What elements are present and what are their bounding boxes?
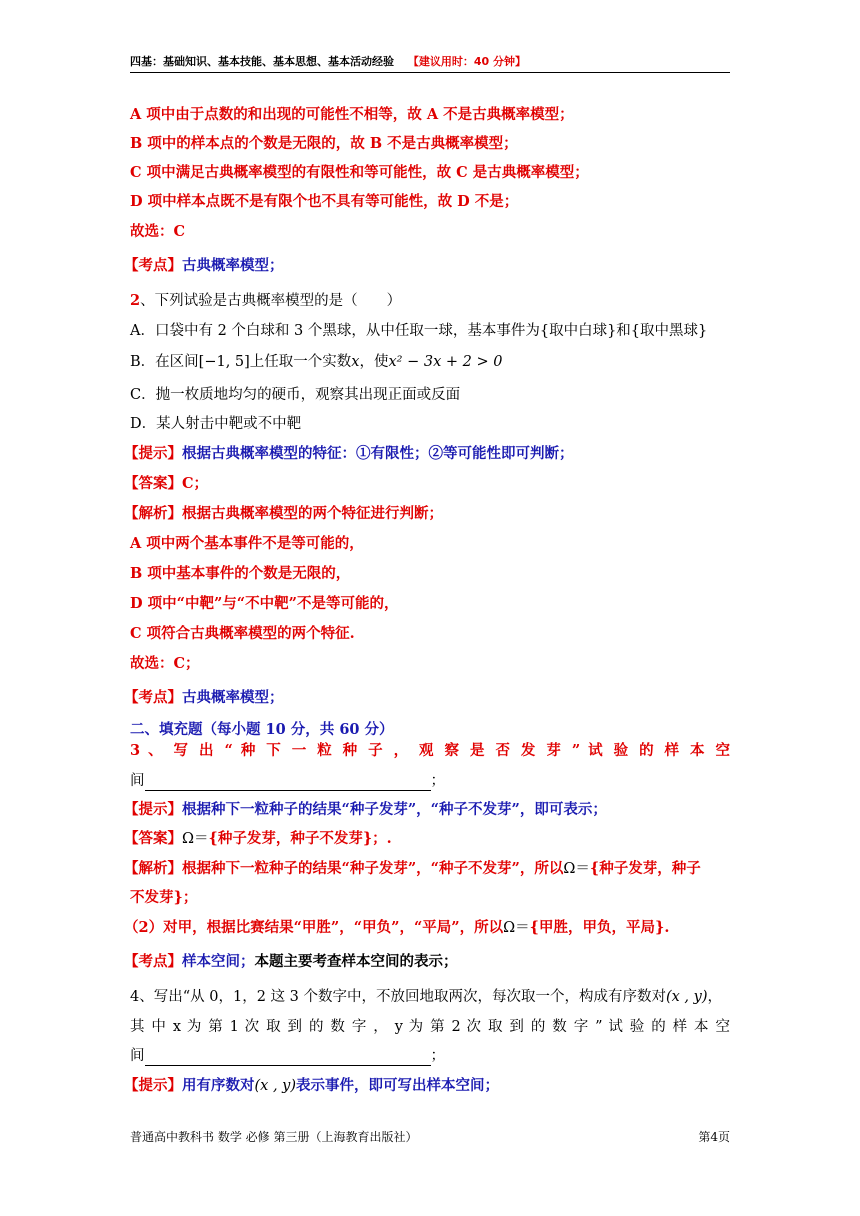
q1-kaodian — [124, 256, 284, 276]
q3-line-1-text: 3 、 写 出 “ 种 下 一 粒 种 子 ， 观 察 是 否 发 芽 ” 试 验 的 样 本 空 — [130, 742, 730, 759]
q1-kaodian-text: 古典概率模型； — [182, 257, 284, 274]
q4-hint-post: 表示事件，即可写出样本空间； — [296, 1077, 500, 1094]
q3-answer — [124, 829, 392, 849]
q4-line-1-end: ， — [707, 989, 722, 1005]
q3-analysis-text: 根据种下一粒种子的结果“种子发芽”，“种子不发芽”，所以 — [182, 860, 564, 877]
q3-part-2-text: （2）对甲，根据比赛结果“甲胜”，“甲负”，“平局”，所以 — [124, 919, 504, 936]
q2-option-c: C．抛一枚质地均匀的硬币，观察其出现正面或反面 — [130, 387, 461, 403]
q2-number: 2 — [130, 292, 141, 309]
q4-line-1 — [130, 987, 722, 1007]
q2-analysis — [124, 504, 443, 524]
q2-analysis-line-1: A 项中两个基本事件不是等可能的， — [130, 535, 364, 552]
q2-option-b-comma: ，使 — [359, 354, 389, 370]
q4-line-3-post: ； — [430, 1048, 445, 1064]
q4-line-3 — [130, 1046, 445, 1066]
q1-line-d: D 项中样本点既不是有限个也不具有等可能性，故 D 不是； — [130, 193, 519, 210]
q2-option-b — [130, 352, 502, 372]
q4-hint — [124, 1076, 499, 1096]
q3-kaodian — [124, 952, 458, 972]
q3-hint-tag: 【提示】 — [124, 801, 182, 818]
page-footer — [130, 1128, 730, 1145]
q2-answer — [124, 474, 208, 494]
q2-kaodian-text: 古典概率模型； — [182, 689, 284, 706]
q2-hint-text: 根据古典概率模型的特征：①有限性；②等可能性即可判断； — [182, 445, 574, 462]
header-rule — [130, 72, 730, 73]
q2-option-b-mid: 上任取一个实数 — [249, 354, 352, 370]
q2-kaodian — [124, 688, 284, 708]
q2-option-a: A．口袋中有 2 个白球和 3 个黑球，从中任取一球，基本事件为{取中白球}和{取中黑球} — [130, 323, 708, 339]
page-number: 第4页 — [698, 1130, 730, 1144]
q3-analysis-tail: {种子发芽，种子 — [589, 860, 701, 877]
q1-choose: 故选：C — [130, 223, 186, 240]
q2-analysis-line-2: B 项中基本事件的个数是无限的， — [130, 565, 351, 582]
q2-hint — [124, 444, 574, 464]
q3-kaodian-tag: 【考点】 — [124, 953, 182, 970]
q4-line-1-text: 4、写出“从 0，1，2 这 3 个数字中，不放回地取两次，每次取一个，构成有序数对 — [130, 989, 666, 1005]
q2-option-b-inequality: x² − 3x + 2 > 0 — [388, 354, 503, 370]
q3-analysis — [124, 859, 701, 879]
q3-hint — [124, 800, 607, 820]
q2-option-d: D．某人射击中靶或不中靶 — [130, 416, 302, 432]
q3-hint-text: 根据种下一粒种子的结果“种子发芽”，“种子不发芽”，即可表示； — [182, 801, 607, 818]
q3-line-2-pre: 间 — [130, 773, 145, 789]
q2-answer-tag: 【答案】 — [124, 475, 182, 492]
q4-line-2-text: 其 中 x 为 第 1 次 取 到 的 数 字 ， y 为 第 2 次 取 到 的 数 字 ” 试 验 的 样 本 空 — [130, 1019, 730, 1035]
q4-hint-pair: (x , y) — [254, 1078, 297, 1094]
q2-choose: 故选：C； — [130, 655, 200, 672]
q2-analysis-tag: 【解析】 — [124, 505, 182, 522]
section-title: 二、填充题（每小题 10 分，共 60 分） — [130, 721, 394, 738]
q2-analysis-text: 根据古典概率模型的两个特征进行判断； — [182, 505, 443, 522]
q2-stem-text: 、下列试验是古典概率模型的是（ ） — [140, 293, 402, 309]
q2-analysis-line-4: C 项符合古典概率模型的两个特征. — [130, 625, 355, 642]
q1-kaodian-tag: 【考点】 — [124, 257, 182, 274]
q1-line-a: A 项中由于点数的和出现的可能性不相等，故 A 不是古典概率模型； — [130, 106, 574, 123]
q2-kaodian-tag: 【考点】 — [124, 689, 182, 706]
q2-option-b-pre: B．在区间 — [130, 354, 199, 370]
q2-analysis-line-3: D 项中“中靶”与“不中靶”不是等可能的， — [130, 595, 399, 612]
q3-line-1 — [130, 741, 730, 761]
q4-line-2 — [130, 1017, 730, 1037]
q4-line-3-pre: 间 — [130, 1048, 145, 1064]
q3-answer-blank[interactable] — [145, 776, 431, 791]
header-left: 四基：基础知识、基本技能、基本思想、基本活动经验 — [130, 55, 394, 68]
page-header — [130, 53, 526, 69]
q3-line-2 — [130, 771, 445, 791]
q3-part-2-omega: Ω＝ — [503, 920, 530, 936]
q1-line-c: C 项中满足古典概率模型的有限性和等可能性，故 C 是古典概率模型； — [130, 164, 589, 181]
q1-line-b: B 项中的样本点的个数是无限的，故 B 不是古典概率模型； — [130, 135, 518, 152]
q3-part-2 — [124, 918, 669, 938]
q4-hint-pre: 用有序数对 — [182, 1077, 255, 1094]
q3-kaodian-blue: 样本空间； — [182, 953, 255, 970]
header-right: 【建议用时：40 分钟】 — [407, 55, 526, 68]
q2-answer-text: C； — [182, 475, 209, 492]
q3-analysis-line-2: 不发芽}； — [130, 889, 198, 906]
q3-answer-text: {种子发芽，种子不发芽}；. — [208, 830, 392, 847]
q3-analysis-tag: 【解析】 — [124, 860, 182, 877]
footer-text: 普通高中教科书 数学 必修 第三册（上海教育出版社） — [130, 1130, 418, 1144]
q2-option-b-interval: [−1, 5] — [198, 354, 250, 370]
q2-stem — [130, 291, 401, 311]
q3-kaodian-black: 本题主要考查样本空间的表示； — [254, 953, 458, 970]
q3-part-2-tail: {甲胜，甲负，平局}. — [529, 919, 670, 936]
q4-hint-tag: 【提示】 — [124, 1077, 182, 1094]
q2-option-b-x: x — [351, 354, 360, 370]
q2-hint-tag: 【提示】 — [124, 445, 182, 462]
q4-line-1-pair: (x , y) — [665, 989, 708, 1005]
q3-line-2-post: ； — [430, 773, 445, 789]
q3-answer-tag: 【答案】 — [124, 830, 182, 847]
q3-analysis-omega: Ω＝ — [563, 861, 590, 877]
q4-answer-blank[interactable] — [145, 1051, 431, 1066]
q3-answer-omega: Ω＝ — [182, 831, 209, 847]
